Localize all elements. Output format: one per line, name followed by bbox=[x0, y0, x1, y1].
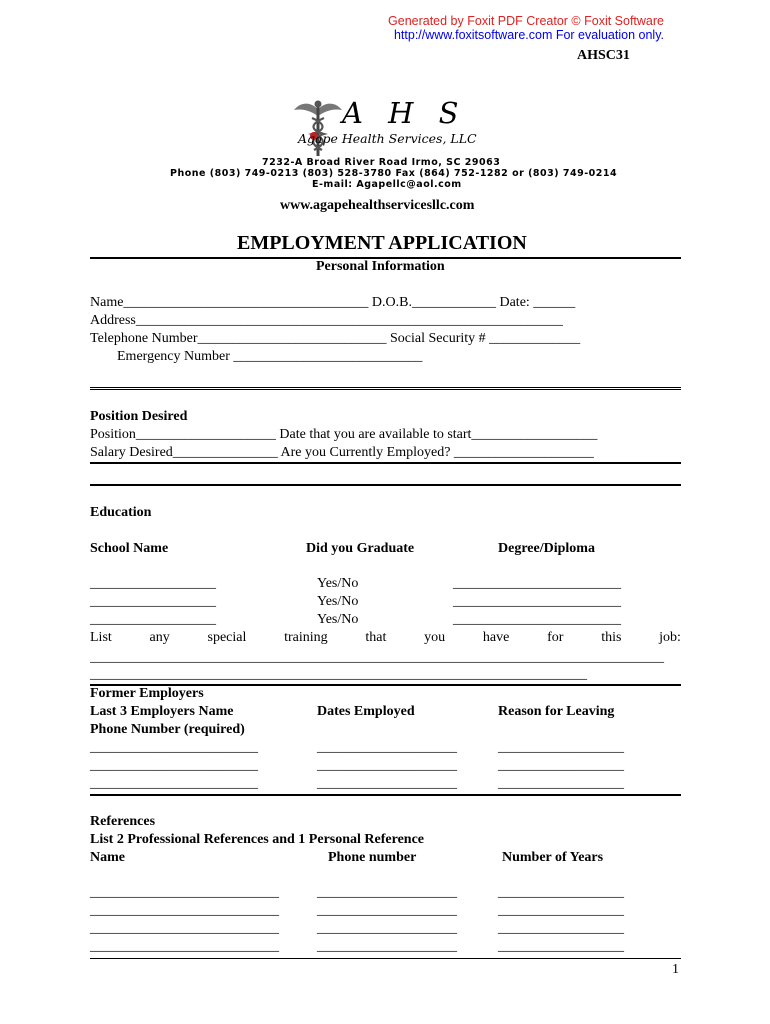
caduceus-emblem-icon bbox=[292, 96, 344, 158]
reference-years-field-3[interactable]: __________________ bbox=[498, 921, 624, 936]
employer-name-field-2[interactable]: ________________________ bbox=[90, 758, 258, 773]
degree-field-3[interactable]: ________________________ bbox=[453, 612, 621, 627]
col-reference-phone: Phone number bbox=[328, 850, 417, 865]
training-word: training bbox=[284, 630, 328, 645]
col-dates-employed: Dates Employed bbox=[317, 704, 415, 719]
logo-company-name: Agape Health Services, LLC bbox=[298, 131, 477, 146]
special-training-line-1[interactable]: __________________________________________________________________________________ bbox=[90, 650, 664, 665]
training-word: any bbox=[149, 630, 170, 645]
col-number-of-years: Number of Years bbox=[502, 850, 604, 865]
training-word: special bbox=[207, 630, 247, 645]
col-reference-name: Name bbox=[90, 850, 125, 865]
special-training-line-2[interactable]: _______________________________________________________________________ bbox=[90, 667, 587, 682]
watermark-line-1: Generated by Foxit PDF Creator © Foxit Software bbox=[388, 14, 664, 28]
training-word: that bbox=[365, 630, 387, 645]
address-line[interactable]: Address_____________________________________________________________ bbox=[90, 313, 563, 328]
section-references: References bbox=[90, 814, 156, 829]
reference-name-field-1[interactable]: ___________________________ bbox=[90, 885, 279, 900]
graduate-yes-no-1[interactable]: Yes/No bbox=[317, 576, 359, 591]
dates-employed-field-3[interactable]: ____________________ bbox=[317, 776, 457, 791]
school-name-field-2[interactable]: __________________ bbox=[90, 594, 216, 609]
employer-name-field-3[interactable]: ________________________ bbox=[90, 776, 258, 791]
reference-phone-field-1[interactable]: ____________________ bbox=[317, 885, 457, 900]
personal-section-rule bbox=[90, 387, 681, 390]
employers-section-rule bbox=[90, 794, 681, 796]
dates-employed-field-2[interactable]: ____________________ bbox=[317, 758, 457, 773]
section-position-desired: Position Desired bbox=[90, 409, 188, 424]
graduate-yes-no-2[interactable]: Yes/No bbox=[317, 594, 359, 609]
section-personal-information: Personal Information bbox=[316, 259, 445, 274]
training-word: this bbox=[601, 630, 622, 645]
section-education: Education bbox=[90, 505, 152, 520]
section-former-employers: Former Employers bbox=[90, 686, 204, 701]
training-word: you bbox=[424, 630, 446, 645]
graduate-yes-no-3[interactable]: Yes/No bbox=[317, 612, 359, 627]
employer-name-field-1[interactable]: ________________________ bbox=[90, 740, 258, 755]
training-word: for bbox=[547, 630, 564, 645]
page-title: EMPLOYMENT APPLICATION bbox=[237, 232, 527, 254]
emergency-number-line[interactable]: Emergency Number ___________________________ bbox=[117, 349, 423, 364]
col-school-name: School Name bbox=[90, 541, 169, 556]
education-top-rule bbox=[90, 484, 681, 486]
reference-years-field-1[interactable]: __________________ bbox=[498, 885, 624, 900]
reference-name-field-2[interactable]: ___________________________ bbox=[90, 903, 279, 918]
training-word: List bbox=[90, 630, 112, 645]
reference-phone-field-3[interactable]: ____________________ bbox=[317, 921, 457, 936]
foxit-watermark bbox=[388, 14, 664, 42]
page-number: 1 bbox=[672, 962, 679, 977]
telephone-ssn-line[interactable]: Telephone Number___________________________ Social Security # _____________ bbox=[90, 331, 581, 346]
company-email: E-mail: Agapellc@aol.com bbox=[312, 179, 462, 190]
special-training-prompt bbox=[90, 630, 681, 646]
training-word: job: bbox=[659, 630, 681, 645]
dates-employed-field-1[interactable]: ____________________ bbox=[317, 740, 457, 755]
reference-years-field-2[interactable]: __________________ bbox=[498, 903, 624, 918]
reference-name-field-3[interactable]: ___________________________ bbox=[90, 921, 279, 936]
salary-employed-line[interactable]: Salary Desired_______________ Are you Currently Employed? ____________________ bbox=[90, 445, 594, 460]
reference-line-4a[interactable]: ___________________________ bbox=[90, 939, 279, 954]
position-section-rule bbox=[90, 462, 681, 464]
website: www.agapehealthservicesllc.com bbox=[280, 198, 475, 213]
col-degree-diploma: Degree/Diploma bbox=[498, 541, 595, 556]
company-phone: Phone (803) 749-0213 (803) 528-3780 Fax (864) 752-1282 or (803) 749-0214 bbox=[170, 168, 618, 179]
logo-letters: A H S bbox=[342, 96, 467, 130]
phone-number-required: Phone Number (required) bbox=[90, 722, 245, 737]
form-code: AHSC31 bbox=[577, 48, 630, 63]
company-address: 7232-A Broad River Road Irmo, SC 29063 bbox=[262, 157, 501, 168]
reason-leaving-field-2[interactable]: __________________ bbox=[498, 758, 624, 773]
reference-line-4c[interactable]: __________________ bbox=[498, 939, 624, 954]
col-did-you-graduate: Did you Graduate bbox=[306, 541, 415, 556]
reason-leaving-field-1[interactable]: __________________ bbox=[498, 740, 624, 755]
degree-field-2[interactable]: ________________________ bbox=[453, 594, 621, 609]
degree-field-1[interactable]: ________________________ bbox=[453, 576, 621, 591]
reason-leaving-field-3[interactable]: __________________ bbox=[498, 776, 624, 791]
position-start-date-line[interactable]: Position____________________ Date that you are available to start__________________ bbox=[90, 427, 598, 442]
school-name-field-1[interactable]: __________________ bbox=[90, 576, 216, 591]
training-word: have bbox=[482, 630, 510, 645]
name-dob-date-line[interactable]: Name___________________________________ D.O.B.____________ Date: ______ bbox=[90, 295, 576, 310]
col-reason-for-leaving: Reason for Leaving bbox=[498, 704, 615, 719]
school-name-field-3[interactable]: __________________ bbox=[90, 612, 216, 627]
reference-phone-field-2[interactable]: ____________________ bbox=[317, 903, 457, 918]
references-instruction: List 2 Professional References and 1 Personal Reference bbox=[90, 832, 424, 847]
col-employer-name: Last 3 Employers Name bbox=[90, 704, 234, 719]
footer-rule bbox=[90, 958, 681, 959]
watermark-line-2: http://www.foxitsoftware.com For evaluation only. bbox=[393, 28, 664, 42]
reference-line-4b[interactable]: ____________________ bbox=[317, 939, 457, 954]
